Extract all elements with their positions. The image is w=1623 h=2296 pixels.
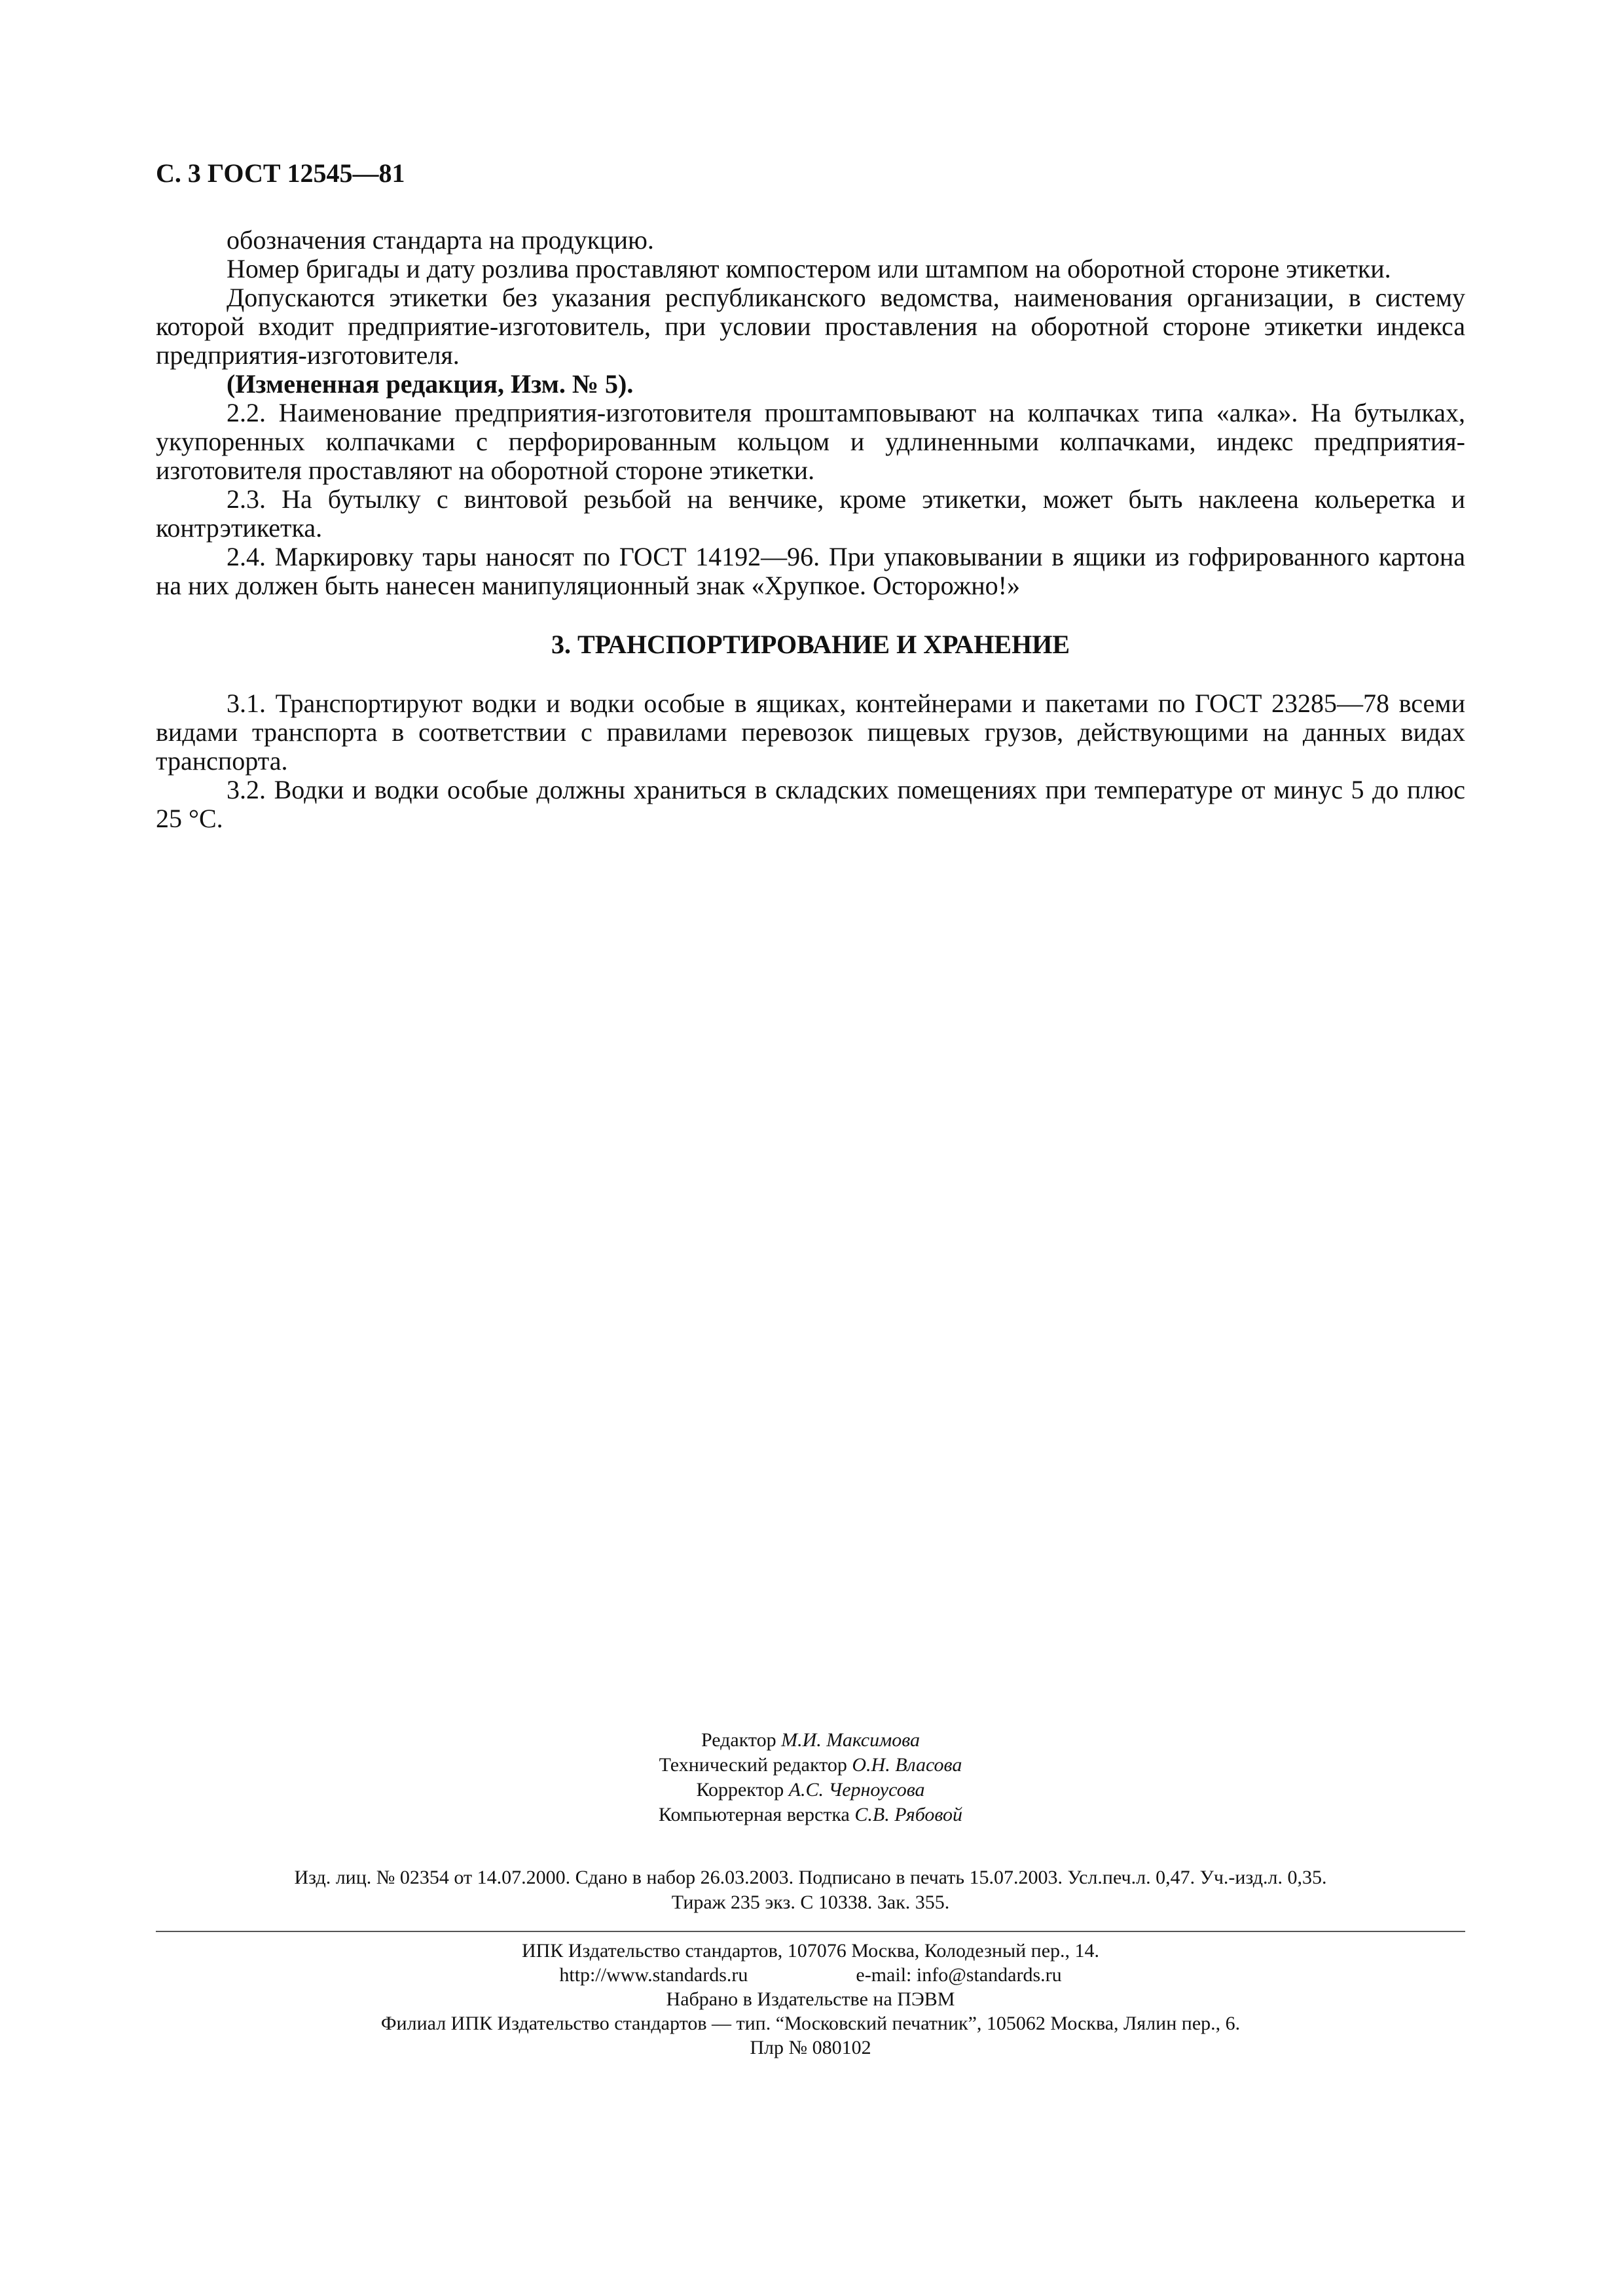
footer-license: Плр № 080102 bbox=[750, 2037, 871, 2058]
paragraph-3-2: 3.2. Водки и водки особые должны храниться в складских помещениях при температуре от минус 5 до плюс 25 °С. bbox=[156, 775, 1465, 833]
paragraph-labels-allowed: Допускаются этикетки без указания республиканского ведомства, наименования организации, в систему которой входит предприятие-изготовитель, при условии проставления на оборотной стороне этикетки индекса предприятия-изготовителя. bbox=[156, 283, 1465, 370]
page-header: С. 3 ГОСТ 12545—81 bbox=[156, 158, 405, 188]
paragraph-brigade-number: Номер бригады и дату розлива проставляют компостером или штампом на оборотной стороне этикетки. bbox=[227, 254, 1391, 283]
publication-line-2: Тираж 235 экз. С 10338. Зак. 355. bbox=[671, 1892, 950, 1913]
credit-editor-label: Редактор bbox=[701, 1729, 776, 1751]
credit-corrector-label: Корректор bbox=[696, 1779, 784, 1801]
credits-block bbox=[156, 1728, 1465, 1827]
credit-layout bbox=[156, 1803, 1465, 1827]
paragraph-designation: обозначения стандарта на продукцию. bbox=[227, 225, 654, 255]
credit-tech-editor bbox=[156, 1753, 1465, 1778]
document-body bbox=[156, 226, 1465, 833]
footer-branch: Филиал ИПК Издательство стандартов — тип. “Московский печатник”, 105062 Москва, Лялин пер., 6. bbox=[380, 2013, 1241, 2034]
credit-layout-label: Компьютерная верстка bbox=[658, 1804, 850, 1825]
publisher-footer bbox=[156, 1939, 1465, 2060]
credit-tech-editor-name: О.Н. Власова bbox=[852, 1754, 962, 1776]
publication-info bbox=[156, 1865, 1465, 1915]
credit-editor-name: М.И. Максимова bbox=[781, 1729, 921, 1751]
amendment-note: (Измененная редакция, Изм. № 5). bbox=[227, 369, 634, 399]
paragraph-2-3: 2.3. На бутылку с винтовой резьбой на венчике, кроме этикетки, может быть наклеена кольеретка и контрэтикетка. bbox=[156, 484, 1465, 543]
document-page bbox=[156, 0, 1465, 2296]
footer-website: http://www.standards.ru bbox=[559, 1964, 748, 1986]
publication-line-1: Изд. лиц. № 02354 от 14.07.2000. Сдано в набор 26.03.2003. Подписано в печать 15.07.2003. Усл.печ.л. 0,47. Уч.-изд.л. 0,35. bbox=[294, 1867, 1327, 1888]
footer-typeset: Набрано в Издательстве на ПЭВМ bbox=[666, 1988, 955, 2010]
paragraph-2-2: 2.2. Наименование предприятия-изготовителя проштамповывают на колпачках типа «алка». На бутылках, укупоренных колпачками с перфорированным кольцом и удлиненными колпачками, индекс предприятия-изготовителя проставляют на оборотной стороне этикетки. bbox=[156, 398, 1465, 485]
footer-address: ИПК Издательство стандартов, 107076 Москва, Колодезный пер., 14. bbox=[521, 1940, 1100, 1962]
credit-corrector bbox=[156, 1778, 1465, 1803]
credit-corrector-name: А.С. Черноусова bbox=[788, 1779, 925, 1801]
footer-divider bbox=[156, 1931, 1465, 1932]
footer-contacts bbox=[156, 1963, 1465, 1987]
credit-tech-editor-label: Технический редактор bbox=[659, 1754, 847, 1776]
credit-layout-name: С.В. Рябовой bbox=[854, 1804, 963, 1825]
credit-editor bbox=[156, 1728, 1465, 1753]
paragraph-3-1: 3.1. Транспортируют водки и водки особые в ящиках, контейнерами и пакетами по ГОСТ 23285—78 всеми видами транспорта в соответствии с правилами перевозок пищевых грузов, действующими на данных видах транспорта. bbox=[156, 689, 1465, 776]
footer-email: e-mail: info@standards.ru bbox=[856, 1964, 1062, 1986]
section-3-title: 3. ТРАНСПОРТИРОВАНИЕ И ХРАНЕНИЕ bbox=[551, 630, 1070, 659]
paragraph-2-4: 2.4. Маркировку тары наносят по ГОСТ 14192—96. При упаковывании в ящики из гофрированного картона на них должен быть нанесен манипуляционный знак «Хрупкое. Осторожно!» bbox=[156, 542, 1465, 600]
